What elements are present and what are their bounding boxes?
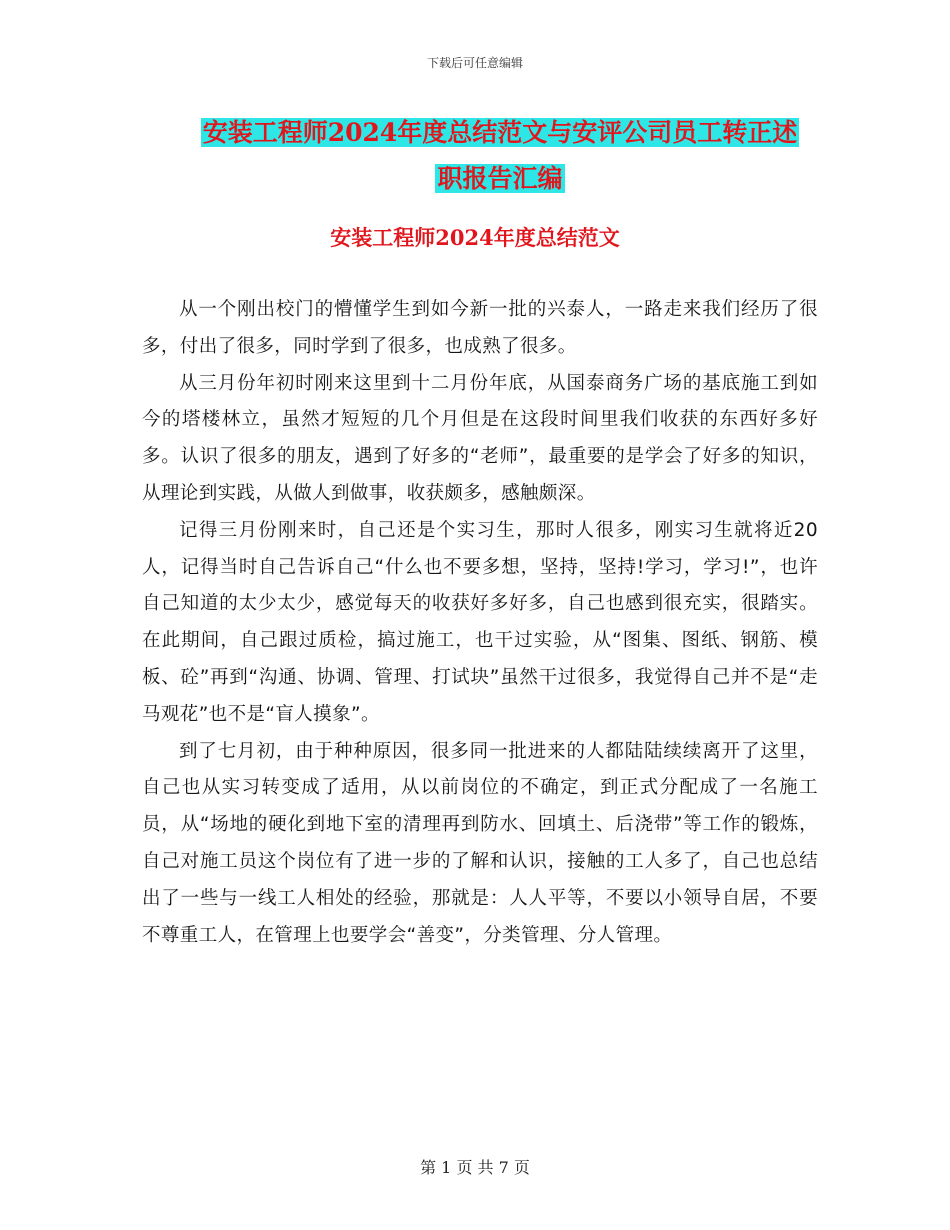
paragraph: 到了七月初，由于种种原因，很多同一批进来的人都陆陆续续离开了这里，自己也从实习转变成了适用，从以前岗位的不确定，到正式分配成了一名施工员，从“场地的硬化到地下室的清理再到防水、回填土、后浇带”等工作的锻炼，自己对施工员这个岗位有了进一步的了解和认识，接触的工人多了，自己也总结出了一些与一线工人相处的经验，那就是：人人平等，不要以小领导自居，不要不尊重工人，在管理上也要学会“善变”，分类管理、分人管理。 bbox=[142, 740, 818, 946]
paragraph: 从三月份年初时刚来这里到十二月份年底，从国泰商务广场的基底施工到如今的塔楼林立，虽然才短短的几个月但是在这段时间里我们收获的东西好多好多。认识了很多的朋友，遇到了好多的“老师”，最重要的是学会了好多的知识，从理论到实践，从做人到做事，收获颇多，感触颇深。 bbox=[142, 372, 818, 504]
section-title: 安装工程师2024年度总结范文 bbox=[330, 225, 620, 250]
paragraph: 从一个刚出校门的懵懂学生到如今新一批的兴泰人，一路走来我们经历了很多，付出了很多，同时学到了很多，也成熟了很多。 bbox=[142, 299, 818, 357]
document-title-line-1: 安装工程师2024年度总结范文与安评公司员工转正述 bbox=[202, 118, 798, 147]
page-footer: 第 1 页 共 7 页 bbox=[420, 1158, 530, 1177]
document-body bbox=[142, 292, 818, 954]
document-title-line-2: 职报告汇编 bbox=[437, 164, 563, 193]
paragraph: 记得三月份刚来时，自己还是个实习生，那时人很多，刚实习生就将近20人，记得当时自己告诉自己“什么也不要多想，坚持，坚持!学习，学习!”，也许自己知道的太少太少，感觉每天的收获好多好多，自己也感到很充实，很踏实。在此期间，自己跟过质检，搞过施工，也干过实验，从“图集、图纸、钢筋、模板、砼”再到“沟通、协调、管理、打试块”虽然干过很多，我觉得自己并不是“走马观花”也不是“盲人摸象”。 bbox=[142, 519, 818, 725]
document-title bbox=[150, 110, 850, 202]
header-note: 下载后可任意编辑 bbox=[426, 56, 523, 70]
